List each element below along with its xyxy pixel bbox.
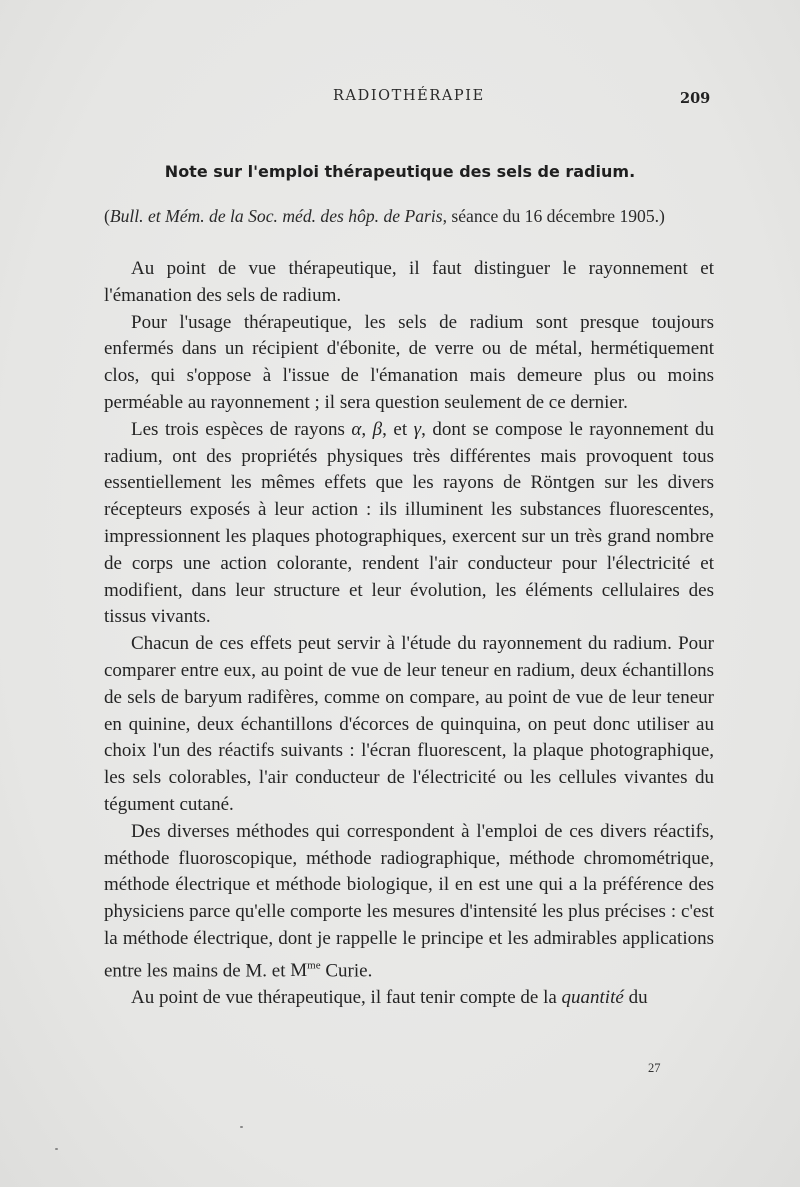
running-head: RADIOTHÉRAPIE — [333, 88, 485, 104]
article-title: Note sur l'emploi thérapeutique des sels de radium. — [164, 162, 636, 181]
paragraph-5-text: Des diverses méthodes qui correspondent à l'emploi de ces divers réactifs, méthode fluoroscopique, méthode radiographique, méthode chromométrique, méthode électrique et méthode biologique, il en est une qui a la préférence des physiciens parce qu'elle comporte les mesures d'intensité les plus précises : c'est la méthode électrique, dont je rappelle le principe et les admirables applications entre les mains de M. et — [104, 820, 714, 982]
rays-sep-1: , — [361, 418, 373, 440]
paper-speck — [240, 1126, 243, 1128]
source-open-paren: ( — [104, 206, 110, 226]
last-line-emphasis: quantité — [561, 986, 624, 1008]
paragraph-3-rays — [104, 417, 714, 631]
curie-title-sup: me — [307, 959, 321, 972]
curie-title — [290, 960, 320, 981]
curie-title-abbrev: M — [290, 960, 308, 982]
article-source — [104, 206, 714, 227]
paragraph-6 — [104, 985, 714, 1012]
curie-name: Curie. — [320, 960, 373, 982]
paragraph-1: Au point de vue thérapeutique, il faut distinguer le rayonnement et l'émanation des sels de radium. — [104, 258, 714, 306]
rays-text-after: , dont se compose le rayonnement du radium, ont des propriétés physiques très différentes mais provoquent tous essentiellement les mêmes effets que les rayons de Röntgen sur les divers récepteurs exposés à leur action : ils illuminent les substances fluorescentes, impressionnent les plaques photographiques, exercent sur un très grand nombre de corps une action colorante, rendent l'air conducteur pour l'électricité et modifient, dans leur structure et leur évolution, les éléments cellulaires des tissus vivants. — [104, 418, 715, 628]
last-line-after: du — [623, 986, 648, 1008]
gamma-symbol: γ — [413, 418, 422, 440]
article-body — [104, 256, 714, 1012]
rays-sep-2: , et — [382, 418, 414, 440]
source-journal: Bull. et Mém. de la Soc. méd. des hôp. de Paris — [109, 206, 443, 226]
rays-text-before: Les trois espèces de rayons — [131, 418, 352, 440]
paragraph-5 — [104, 819, 714, 985]
paragraph-4: Chacun de ces effets peut servir à l'étude du rayonnement du radium. Pour comparer entre eux, au point de vue de leur teneur en radium, deux échantillons de sels de baryum radifères, comme on compare, au point de vue de leur teneur en quinine, deux échantillons d'écorces de quinquina, on peut donc utiliser au choix l'un des réactifs suivants : l'écran fluorescent, la plaque photographique, les sels colorables, l'air conducteur de l'électricité ou les cellules vivantes du tégument cutané. — [104, 633, 714, 815]
signature-mark: 27 — [648, 1061, 661, 1075]
last-line-before: Au point de vue thérapeutique, il faut tenir compte de la — [131, 986, 562, 1008]
beta-symbol: β — [372, 418, 383, 440]
alpha-symbol: α — [351, 418, 362, 440]
paper-speck — [55, 1148, 58, 1150]
paragraph-2: Pour l'usage thérapeutique, les sels de radium sont presque toujours enfermés dans un récipient d'ébonite, de verre ou de métal, hermétiquement clos, qui s'oppose à l'issue de l'émanation mais demeure plus ou moins perméable au rayonnement ; il sera question seulement de ce dernier. — [104, 311, 714, 413]
source-session: , séance du 16 décembre 1905.) — [442, 206, 665, 226]
page-number: 209 — [680, 90, 711, 107]
